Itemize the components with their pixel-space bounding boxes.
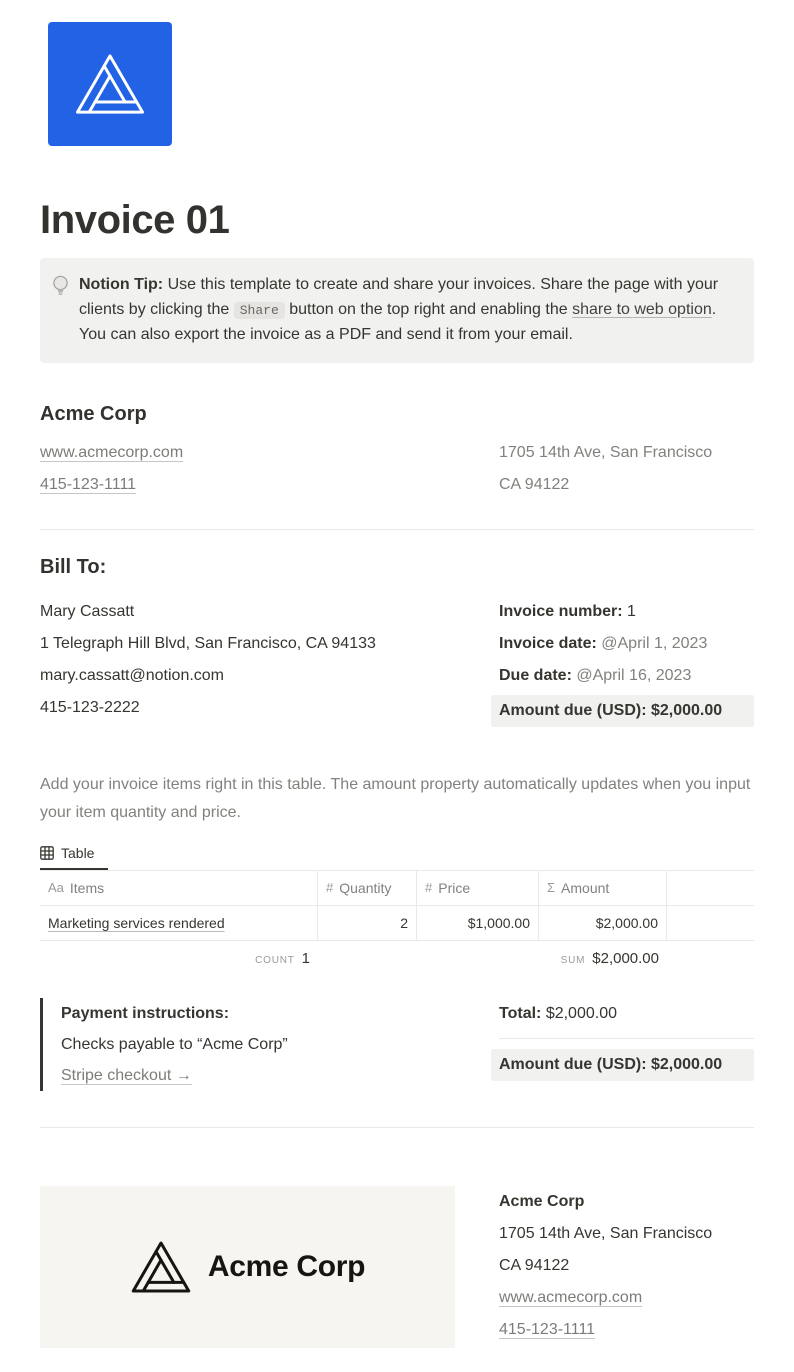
total-value: $2,000.00: [545, 1004, 617, 1022]
invoice-number-label: Invoice number:: [499, 602, 623, 620]
count-aggregate[interactable]: [40, 941, 318, 976]
callout-text-2: button on the top right and enabling the: [284, 300, 573, 318]
notion-tip-callout: [40, 258, 754, 363]
footer-phone-link[interactable]: 415-123-1111: [499, 1320, 596, 1338]
table-view-tab[interactable]: [40, 845, 108, 870]
column-header-items[interactable]: [40, 871, 318, 906]
footer-logo-box: [40, 1186, 455, 1348]
column-header-quantity[interactable]: [318, 871, 417, 906]
table-view-icon: [40, 846, 54, 860]
callout-bold-prefix: Notion Tip:: [79, 276, 164, 293]
column-label: Price: [438, 879, 471, 896]
footer-website-link[interactable]: www.acmecorp.com: [499, 1288, 643, 1306]
callout-text-3: . You can also export the invoice as a PDF and send it from your email.: [79, 300, 717, 343]
cell-items[interactable]: [40, 906, 318, 941]
stripe-checkout-link[interactable]: Stripe checkout →: [61, 1066, 192, 1084]
totals-column: [499, 998, 754, 1091]
table-aggregate-row: [40, 941, 754, 976]
footer-logo-column: [40, 1186, 499, 1348]
invoice-number-row: [499, 596, 754, 628]
totals-divider: [499, 1038, 754, 1039]
page-title: Invoice 01: [40, 198, 230, 242]
footer-info-column: [499, 1186, 754, 1348]
payment-totals-section: [40, 998, 754, 1091]
total-label: Total:: [499, 1004, 542, 1022]
table-view-label: Table: [61, 844, 95, 861]
divider: [40, 1127, 754, 1128]
bill-to-section: [40, 596, 754, 727]
footer-section: [40, 1186, 754, 1348]
company-phone-link[interactable]: 415-123-1111: [40, 475, 137, 493]
view-tab-bar: [40, 845, 754, 870]
callout-text-1: Use this template to create and share your invoices. Share the page with your clients by clicking the: [79, 276, 719, 318]
column-label: Amount: [561, 879, 610, 896]
column-label: Items: [69, 879, 105, 896]
formula-property-icon: Σ: [547, 880, 556, 895]
invoice-number-value: 1: [627, 602, 636, 620]
company-name-heading: Acme Corp: [40, 402, 147, 425]
company-website-link[interactable]: www.acmecorp.com: [40, 443, 184, 461]
company-address-line2: CA 94122: [499, 475, 570, 493]
table-header-row: [40, 871, 754, 906]
amount-due-value: $2,000.00: [650, 701, 723, 719]
footer-address-line1: 1705 14th Ave, San Francisco: [499, 1224, 713, 1242]
payment-heading: Payment instructions:: [61, 1004, 230, 1022]
amount-due-label: Amount due (USD):: [499, 701, 647, 719]
company-info: [40, 437, 754, 501]
cell-amount[interactable]: $2,000.00: [539, 906, 667, 941]
lightbulb-icon: [52, 273, 69, 348]
footer-wordmark: Acme Corp: [207, 1249, 366, 1283]
payment-instructions-quote: [40, 998, 499, 1091]
item-page-link[interactable]: Marketing services rendered: [48, 914, 225, 931]
sum-aggregate[interactable]: [539, 941, 667, 976]
footer-address-line2: CA 94122: [499, 1256, 570, 1274]
penrose-triangle-logo: [130, 1238, 192, 1296]
column-header-amount[interactable]: [539, 871, 667, 906]
company-phone-row: [40, 469, 499, 501]
client-name: Mary Cassatt: [40, 602, 135, 620]
text-property-icon: Aa: [48, 880, 64, 895]
company-address-line1: 1705 14th Ave, San Francisco: [499, 443, 713, 461]
cell-price[interactable]: $1,000.00: [417, 906, 539, 941]
stripe-row: [61, 1060, 499, 1091]
divider: [40, 529, 754, 530]
number-property-icon: #: [425, 880, 433, 895]
footer-company-name: Acme Corp: [499, 1192, 585, 1210]
client-email: mary.cassatt@notion.com: [40, 666, 225, 684]
due-date-mention[interactable]: @April 16, 2023: [576, 666, 692, 684]
invoice-date-row: [499, 628, 754, 660]
total-amount-due-highlight: [491, 1049, 754, 1081]
column-header-price[interactable]: [417, 871, 539, 906]
cell-quantity[interactable]: 2: [318, 906, 417, 941]
invoice-date-label: Invoice date:: [499, 634, 597, 652]
company-website-row: [40, 437, 499, 469]
sum-label: SUM: [560, 954, 586, 966]
client-column: [40, 596, 499, 727]
total-row: [499, 998, 754, 1030]
count-label: COUNT: [255, 954, 295, 966]
share-to-web-link[interactable]: share to web option: [572, 300, 712, 318]
footer-phone-row: [499, 1314, 754, 1346]
company-address-column: [499, 437, 754, 501]
penrose-triangle-icon: [73, 50, 147, 118]
payment-line: Checks payable to “Acme Corp”: [61, 1035, 288, 1053]
table-row: [40, 906, 754, 941]
invoice-items-table: [40, 870, 754, 976]
share-code-badge: Share: [234, 302, 285, 319]
footer-website-row: [499, 1282, 754, 1314]
due-date-label: Due date:: [499, 666, 572, 684]
invoice-page: [0, 22, 794, 1348]
due-date-row: [499, 660, 754, 692]
items-description: Add your invoice items right in this table. The amount property automatically updates when you input your item quantity and price.: [40, 775, 751, 821]
aggregate-empty: [667, 941, 754, 976]
sum-value: $2,000.00: [592, 949, 659, 967]
column-label: Quantity: [339, 879, 392, 896]
client-address: 1 Telegraph Hill Blvd, San Francisco, CA 94133: [40, 634, 376, 652]
total-amount-due-value: $2,000.00: [650, 1055, 723, 1073]
page-icon[interactable]: [48, 22, 172, 146]
client-phone: 415-123-2222: [40, 698, 140, 716]
aggregate-empty: [417, 941, 539, 976]
total-amount-due-label: Amount due (USD):: [499, 1055, 647, 1073]
company-links-column: [40, 437, 499, 501]
aggregate-empty: [318, 941, 417, 976]
invoice-meta-column: [499, 596, 754, 727]
invoice-date-mention[interactable]: @April 1, 2023: [601, 634, 708, 652]
callout-text: [79, 273, 738, 348]
count-value: 1: [301, 949, 310, 967]
cell-empty[interactable]: [667, 906, 754, 941]
bill-to-heading: Bill To:: [40, 555, 107, 578]
column-header-empty[interactable]: [667, 871, 754, 906]
number-property-icon: #: [326, 880, 334, 895]
amount-due-highlight: [491, 695, 754, 727]
